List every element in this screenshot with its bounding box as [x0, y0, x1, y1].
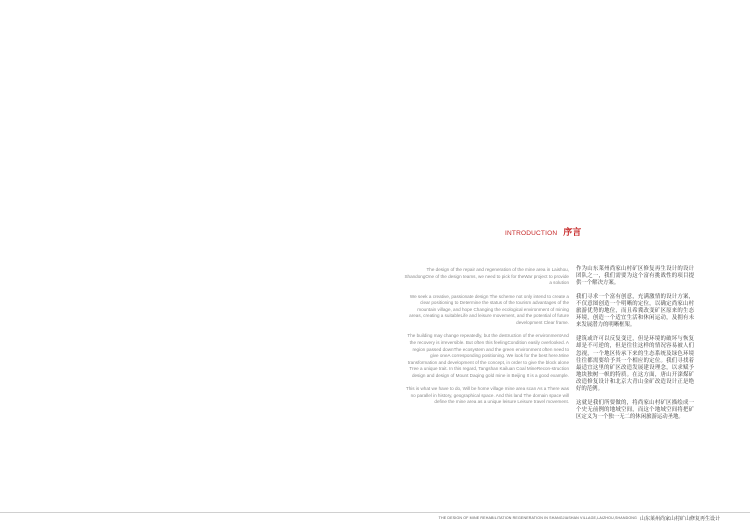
heading-english: INTRODUCTION: [505, 230, 558, 237]
english-paragraph-2: We seek a creative, passionate design The scheme not only intend to create a clear positioning to Determine the status of the tourism advantages of the mountain village, and hope Changing the ecological environment of mining areas, creating a suitableLife and leisure movement, and the potential of future development Clear frame.: [409, 293, 569, 325]
chinese-text-column: [576, 266, 694, 428]
chinese-paragraph-4: 这就是我们所要做的，将尚家山村矿区描绘成一个史无前例的地域空间，而这个地域空间将把矿区定义为一个独一无二的休闲旅游运动圣地。: [576, 399, 694, 421]
english-paragraph-1: The design of the repair and regeneration of the mine area in Laishou, ShandongOne of the design teams, we need to pick for theWar project to provide a solution: [404, 267, 569, 286]
english-paragraph-4: This is what we have to do, Will be home village mine area scan As a There was no parallel in history, geographical space. And this land The domain space will define the mine area as a unique leisure Leisure travel movement.: [405, 386, 569, 405]
heading-chinese: 序言: [563, 228, 582, 238]
footer-chinese-title: 山东莱州尚家山村矿山修复再生设计: [639, 515, 720, 522]
page-footer: [439, 514, 720, 522]
footer-divider: [0, 512, 750, 513]
english-paragraph-3: The building may change repeatedly, but the destruction of the environmentAnd the recovery is irreversible. But often this feelingCondition easily overlooked. A region passed downThe ecosystem and the green environment often need to give oneA corresponding positioning. We look for the best here.Mine transformation and development of the concept, in order to give the block alone Tree a unique trait. In this regard, Tangshan Kailuan Coal MineRecon-struction design and design of Mount Daqing gold mine in Beijing It is a good example.: [407, 333, 569, 378]
chinese-paragraph-2: 我们寻求一个富有创意，充满激情的设计方案，不仅意图创造一个明晰的定位，以确定尚家山村旅游优势的地位，而且希冀改变矿区原来的生态环境，创造一个适宜生活和休闲运动，及拥有未来发展潜力的明晰框架。: [576, 294, 694, 329]
footer-english-title: THE DESIGN OF MINE REHABILITATION REGENERATION IN SHANGJIASHAN VILLAGE,LAIZHOU,SHANDONG: [438, 516, 637, 520]
chinese-paragraph-1: 作为山东莱州尚家山村矿区修复再生设计的设计团队之一，我们需要为这个富有挑战性的项目提供一个解决方案。: [576, 266, 694, 287]
chinese-paragraph-3: 建筑或许可以反复变迁，但是环境的破坏与恢复却是不可逆的，但是往往这样的情况容易被人们忽视，一个地区传承下来的生态系统及绿色环境往往都需要给予其一个相应的定位。我们寻找着最适宜这里的矿区改造发展建设理念，以求赋予地块独树一帜的特质。在这方面，唐山开滦煤矿改造修复设计和北京大青山金矿改造设计正是绝好的范例。: [576, 336, 694, 392]
introduction-heading: [505, 225, 605, 239]
english-text-column: [404, 267, 569, 413]
